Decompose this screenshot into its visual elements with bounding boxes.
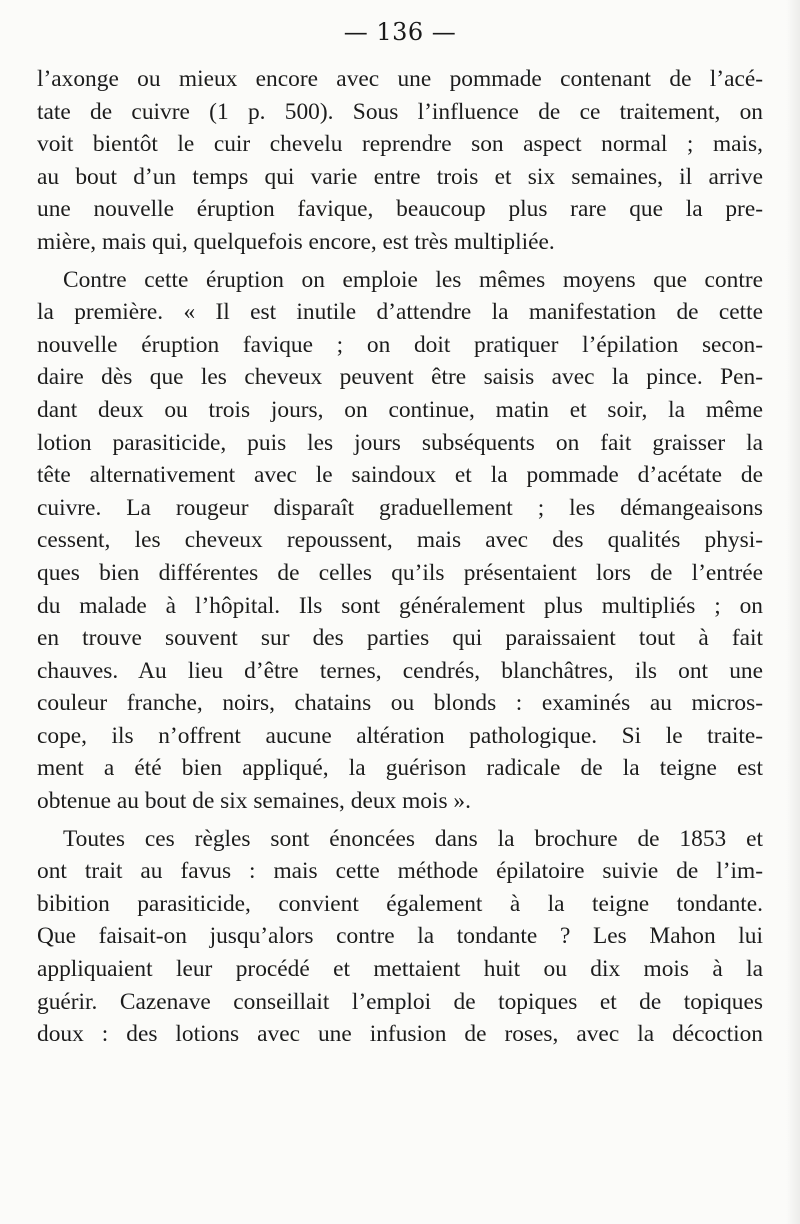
text-line: guérir. Cazenave conseillait l’emploi de topiques et de topiques: [37, 988, 763, 1015]
text-line: cessent, les cheveux repoussent, mais avec des qualités physi-: [37, 527, 763, 554]
page-number: — 136 —: [343, 18, 457, 46]
text-line: couleur franche, noirs, chatains ou blonds : examinés au micros-: [37, 690, 763, 717]
text-line: dant deux ou trois jours, on continue, matin et soir, la même: [37, 396, 763, 423]
text-line: nouvelle éruption favique ; on doit pratiquer l’épilation secon-: [37, 331, 763, 358]
text-line: Que faisait-on jusqu’alors contre la tondante ? Les Mahon lui: [37, 923, 763, 950]
text-line: cope, ils n’offrent aucune altération pathologique. Si le traite-: [37, 722, 763, 749]
text-line: tête alternativement avec le saindoux et la pommade d’acétate de: [37, 462, 763, 489]
text-line: au bout d’un temps qui varie entre trois et six semaines, il arrive: [37, 163, 763, 190]
text-line: du malade à l’hôpital. Ils sont généralement plus multipliés ; on: [37, 592, 763, 619]
text-line: obtenue au bout de six semaines, deux mois ».: [37, 788, 471, 815]
text-line: daire dès que les cheveux peuvent être saisis avec la pince. Pen-: [37, 364, 763, 391]
text-line: une nouvelle éruption favique, beaucoup plus rare que la pre-: [37, 196, 763, 223]
text-line: appliquaient leur procédé et mettaient huit ou dix mois à la: [37, 956, 763, 983]
text-line: chauves. Au lieu d’être ternes, cendrés, blanchâtres, ils ont une: [37, 657, 763, 684]
paragraph-2: [37, 264, 763, 818]
text-line: en trouve souvent sur des parties qui paraissaient tout à fait: [37, 625, 763, 652]
text-line: Toutes ces règles sont énoncées dans la brochure de 1853 et: [63, 825, 763, 852]
text-line: Contre cette éruption on emploie les mêmes moyens que contre: [63, 266, 763, 293]
text-line: ment a été bien appliqué, la guérison radicale de la teigne est: [37, 755, 763, 782]
text-line: la première. « Il est inutile d’attendre la manifestation de cette: [37, 299, 763, 326]
paragraph-1: [37, 63, 763, 259]
text-line: tate de cuivre (1 p. 500). Sous l’influence de ce traitement, on: [37, 98, 763, 125]
page-edge-shadow: [786, 0, 800, 1224]
text-line: voit bientôt le cuir chevelu reprendre son aspect normal ; mais,: [37, 131, 763, 158]
text-line: bibition parasiticide, convient également à la teigne tondante.: [37, 890, 763, 917]
text-line: cuivre. La rougeur disparaît graduellement ; les démangeaisons: [37, 494, 763, 521]
body-text: [37, 63, 763, 1051]
text-line: ont trait au favus : mais cette méthode épilatoire suivie de l’im-: [37, 858, 763, 885]
paragraph-3: [37, 823, 763, 1051]
text-line: mière, mais qui, quelquefois encore, est très multipliée.: [37, 228, 555, 255]
text-line: doux : des lotions avec une infusion de roses, avec la décoction: [37, 1021, 763, 1048]
text-line: lotion parasiticide, puis les jours subséquents on fait graisser la: [37, 429, 763, 456]
text-line: l’axonge ou mieux encore avec une pommade contenant de l’acé-: [37, 66, 763, 92]
text-line: ques bien différentes de celles qu’ils présentaient lors de l’entrée: [37, 559, 763, 586]
